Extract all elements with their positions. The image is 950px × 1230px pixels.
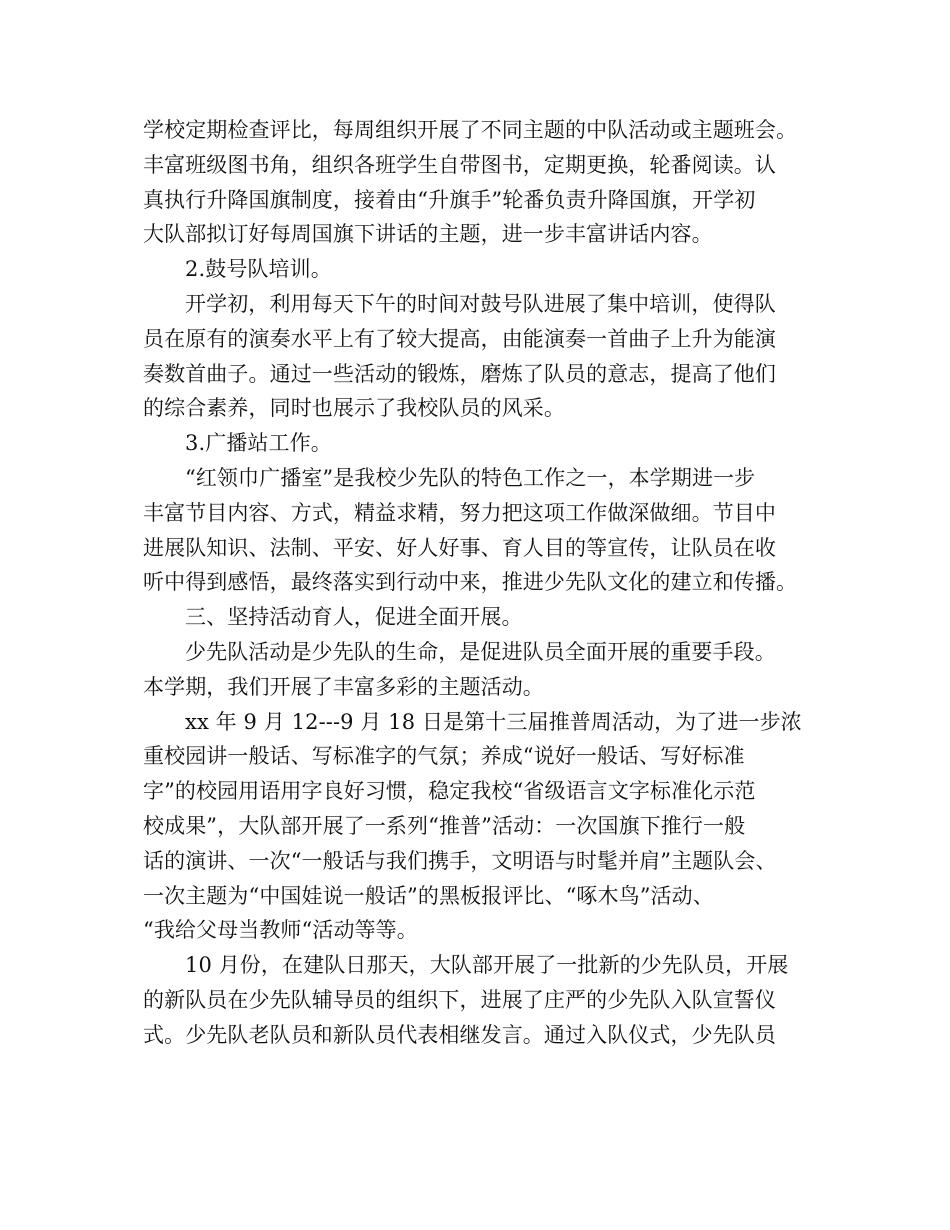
text-line: 本学期，我们开展了丰富多彩的主题活动。: [143, 674, 544, 699]
text-line: 少先队活动是少先队的生命，是促进队员全面开展的重要手段。: [185, 639, 776, 664]
text-line: 员在原有的演奏水平上有了较大提高，由能演奏一首曲子上升为能演: [143, 326, 776, 351]
text-line: 开学初，利用每天下午的时间对鼓号队进展了集中培训，使得队: [185, 291, 776, 316]
document-body: [143, 113, 813, 1053]
text-line: 式。少先队老队员和新队员代表相继发言。通过入队仪式，少先队员: [143, 1022, 776, 1047]
text-line: 的综合素养，同时也展示了我校队员的风采。: [143, 396, 565, 421]
text-line: “红领巾广播室”是我校少先队的特色工作之一，本学期进一步: [185, 465, 756, 490]
text-line: 10 月份，在建队日那天，大队部开展了一批新的少先队员，开展: [185, 953, 789, 978]
text-line: 字”的校园用语用字良好习惯，稳定我校“省级语言文字标准化示范: [143, 779, 756, 804]
text-line: 学校定期检查评比，每周组织开展了不同主题的中队活动或主题班会。: [143, 118, 798, 142]
text-line: 重校园讲一般话、写标准字的气氛；养成“说好一般话、写好标准: [143, 744, 745, 769]
text-line: 的新队员在少先队辅导员的组织下，进展了庄严的少先队入队宣誓仪: [143, 987, 776, 1012]
text-line: 进展队知识、法制、平安、好人好事、育人目的等宣传，让队员在收: [143, 535, 776, 560]
text-line: 大队部拟订好每周国旗下讲话的主题，进一步丰富讲话内容。: [143, 222, 713, 247]
section-heading: 3.广播站工作。: [185, 431, 332, 456]
text-line: “我给父母当教师“活动等等。: [143, 918, 418, 943]
section-heading: 2.鼓号队培训。: [185, 257, 332, 282]
text-line: 校成果”，大队部开展了一系列“推普”活动：一次国旗下推行一般: [143, 813, 746, 838]
text-line: 一次主题为“中国娃说一般话”的黑板报评比、“啄木鸟”活动、: [143, 883, 714, 908]
text-line: 真执行升降国旗制度，接着由“升旗手”轮番负责升降国旗，开学初: [143, 187, 756, 212]
text-line: xx 年 9 月 12---9 月 18 日是第十三届推普周活动，为了进一步浓: [185, 709, 802, 734]
text-line: 丰富班级图书角，组织各班学生自带图书，定期更换，轮番阅读。认: [143, 152, 776, 177]
text-line: 奏数首曲子。通过一些活动的锻炼，磨炼了队员的意志，提高了他们: [143, 361, 776, 386]
text-line: 听中得到感悟，最终落实到行动中来，推进少先队文化的建立和传播。: [143, 570, 798, 595]
text-line: 丰富节目内容、方式，精益求精，努力把这项工作做深做细。节目中: [143, 500, 776, 525]
section-heading: 三、坚持活动育人，促进全面开展。: [185, 605, 523, 630]
text-line: 话的演讲、一次“一般话与我们携手，文明语与时髦并肩”主题队会、: [143, 848, 777, 873]
